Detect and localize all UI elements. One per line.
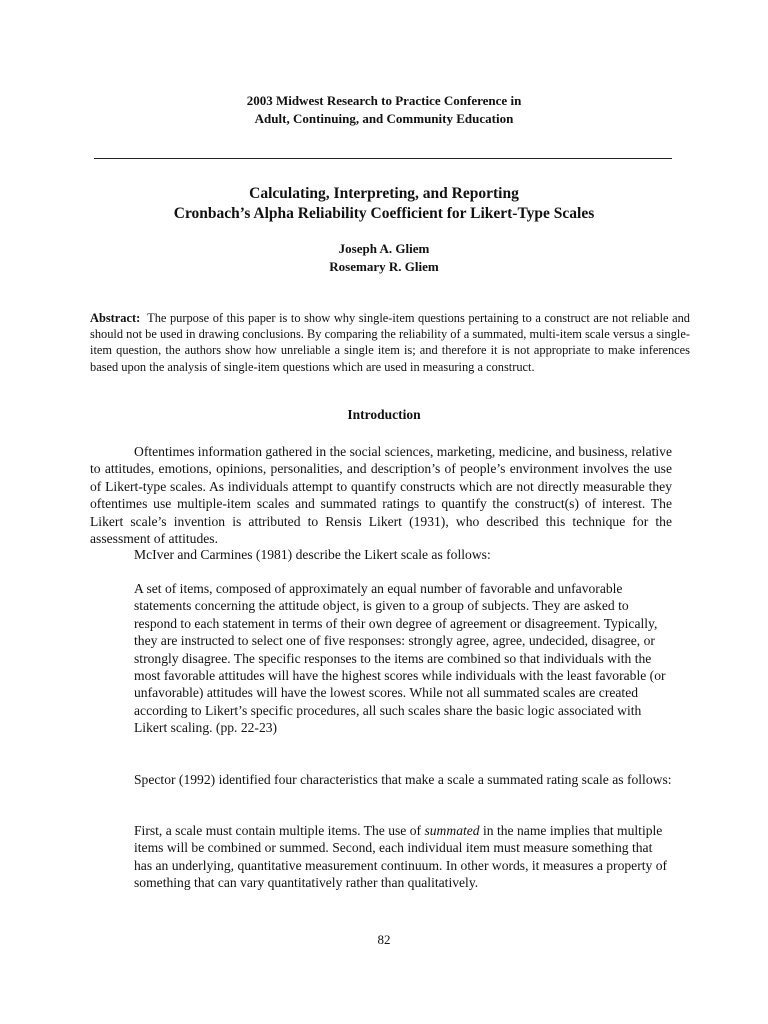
paper-title: [0, 184, 768, 224]
title-line-1: Calculating, Interpreting, and Reporting: [249, 185, 519, 202]
abstract-label: Abstract:: [90, 311, 141, 325]
abstract-text: The purpose of this paper is to show why single-item questions pertaining to a construct are not reliable and should not be used in drawing conclusions. By comparing the reliability of a summated, multi-item scale versus a single-item question, the authors show how unreliable a single item is; and therefore it is not appropriate to make inferences based upon the analysis of single-item questions which are used in measuring a construct.: [90, 311, 691, 374]
block-quote-mciver: A set of items, composed of approximately an equal number of favorable and unfavorable statements concerning the attitude object, is given to a group of subjects. They are asked to respond to each statement in terms of their own degree of agreement or disagreement. Typically, they are instructed to select one of five responses: strongly agree, agree, undecided, disagree, or strongly disagree. The specific responses to the items are combined so that individuals with the most favorable attitudes will have the highest scores while individuals with the least favorable (or unfavorable) attitudes will have the lowest scores. While not all summated scales are created according to Likert’s specific procedures, all such scales share the basic logic associated with Likert scaling. (pp. 22-23): [134, 581, 666, 736]
intro-paragraph-3: Spector (1992) identified four characteristics that make a scale a summated rating scale as follows:: [134, 772, 672, 787]
author-name: Joseph A. Gliem: [338, 241, 430, 256]
abstract: [90, 310, 690, 375]
conference-header: [0, 92, 768, 128]
block-quote-spector: [134, 822, 670, 892]
intro-paragraph-1: Oftentimes information gathered in the social sciences, marketing, medicine, and business, relative to attitudes, emotions, opinions, personalities, and description’s of people’s environment involves the use of Likert-type scales. As individuals attempt to quantify constructs which are not directly measurable they oftentimes use multiple-item scales and summated ratings to quantify the construct(s) of interest. The Likert scale’s invention is attributed to Rensis Likert (1931), who described this technique for the assessment of attitudes.: [90, 444, 672, 547]
conference-line-1: 2003 Midwest Research to Practice Conference in: [246, 93, 522, 108]
author-list: [0, 240, 768, 276]
author-name: Rosemary R. Gliem: [329, 259, 439, 274]
quote-text: First, a scale must contain multiple items. The use of: [134, 823, 425, 838]
page-number: 82: [377, 932, 391, 947]
title-line-2: Cronbach’s Alpha Reliability Coefficient for Likert-Type Scales: [173, 205, 595, 222]
intro-paragraph-2: McIver and Carmines (1981) describe the Likert scale as follows:: [134, 547, 491, 562]
quote-emphasis: summated: [424, 823, 480, 838]
quote-text: in the name implies that multiple items will be combined or summed. Second, each individual item must measure something that has an underlying, quantitative measurement continuum. In other words, it measures a property of something that can vary quantitatively rather than qualitatively.: [134, 823, 668, 891]
section-heading: Introduction: [347, 407, 421, 422]
header-divider: [94, 158, 672, 159]
conference-line-2: Adult, Continuing, and Community Education: [254, 111, 514, 126]
